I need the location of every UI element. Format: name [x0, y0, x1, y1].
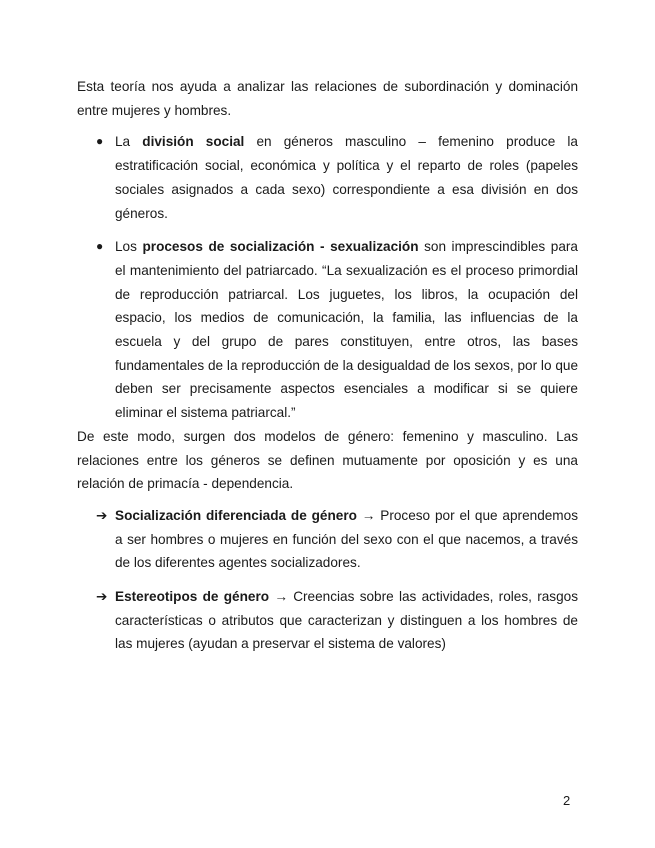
bullet-text-pre: La — [115, 134, 143, 150]
bullet-list — [77, 130, 578, 424]
arrow-right-icon: ➔ — [96, 589, 108, 605]
arrow-bold-term: Estereotipos de género — [115, 589, 270, 605]
arrow-item — [77, 504, 578, 575]
middle-paragraph: De este modo, surgen dos modelos de género: femenino y masculino. Las relaciones entre los géneros se definen mutuamente por oposición y es una relación de primacía - dependencia. — [77, 428, 578, 492]
bullet-bold-term: procesos de socialización - sexualización — [142, 239, 419, 255]
arrow-text-post: → Proceso por el que aprendemos a ser hombres o mujeres en función del sexo con el que nacemos, a través de los diferentes agentes socializadores. — [115, 507, 578, 571]
bullet-text-pre: Los — [115, 239, 143, 255]
bullet-bold-term: división social — [142, 134, 245, 150]
arrow-list — [77, 504, 578, 656]
arrow-right-icon: ➔ — [96, 507, 108, 523]
bullet-text-post: son imprescindibles para el mantenimiento del patriarcado. “La sexualización es el proceso primordial de reproducción patriarcal. Los juguetes, los libros, la ocupación del espacio, los medios de comunicación, la familia, las influencias de la escuela y del grupo de pares constituyen, entre otros, las bases fundamentales de la reproducción de la desigualdad de los sexos, por lo que deben ser precisamente aspectos esenciales a modificar si se quiere eliminar el sistema patriarcal.” — [115, 239, 578, 421]
intro-paragraph: Esta teoría nos ayuda a analizar las relaciones de subordinación y dominación entre mujeres y hombres. — [77, 79, 578, 118]
bullet-dot-icon: ● — [96, 239, 104, 254]
arrow-item — [77, 585, 578, 656]
bullet-dot-icon: ● — [96, 134, 104, 149]
arrow-bold-term: Socialización diferenciada de género — [115, 507, 357, 523]
bullet-item — [77, 130, 578, 225]
bullet-text-post: en géneros masculino – femenino produce la estratificación social, económica y política y el reparto de roles (papeles sociales asignados a cada sexo) correspondiente a esa división en dos géneros. — [115, 134, 578, 221]
bullet-item — [77, 235, 578, 425]
page-content — [77, 75, 578, 656]
page-number: 2 — [563, 793, 571, 808]
arrow-text-post: → Creencias sobre las actividades, roles, rasgos características o atributos que caracterizan y distinguen a los hombres de las mujeres (ayudan a preservar el sistema de valores) — [115, 589, 578, 652]
